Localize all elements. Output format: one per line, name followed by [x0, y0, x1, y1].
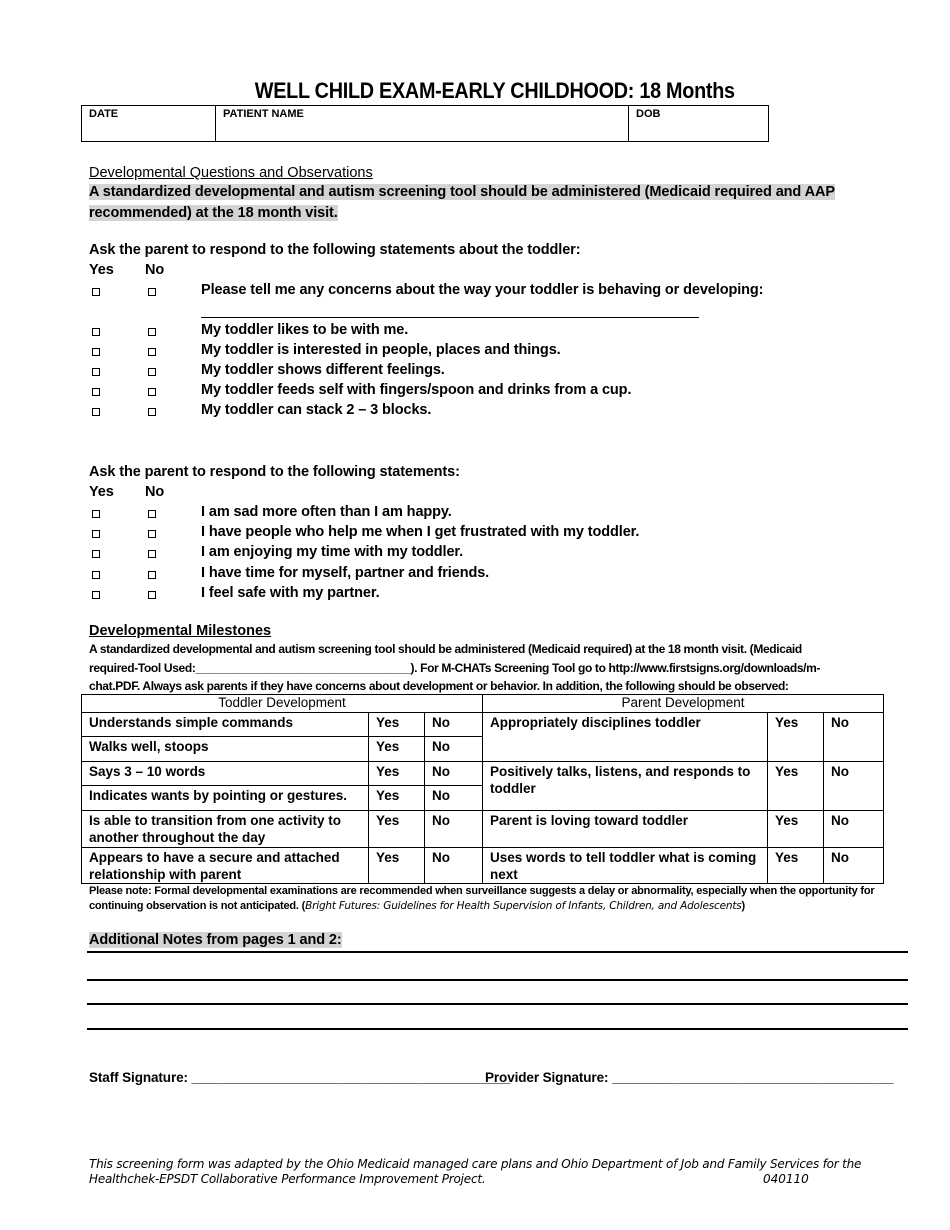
no-checkbox[interactable] [148, 571, 156, 579]
parent-milestone: Parent is loving toward toddler [483, 811, 768, 848]
yes-option[interactable]: Yes [768, 713, 824, 762]
date-field[interactable] [81, 105, 216, 142]
toddler-item: My toddler shows different feelings. [201, 362, 445, 378]
no-checkbox[interactable] [148, 288, 156, 296]
toddler-prompt: Ask the parent to respond to the following statements about the toddler: [89, 242, 581, 258]
no-option[interactable]: No [824, 848, 884, 884]
patient-name-label: PATIENT NAME [223, 108, 304, 120]
notes-line[interactable] [87, 951, 908, 953]
note-close: ) [741, 900, 745, 912]
no-checkbox[interactable] [148, 530, 156, 538]
toddler-no-header: No [145, 262, 165, 278]
screening-notice-text2: recommended) at the 18 month visit. [89, 205, 338, 221]
no-option[interactable]: No [425, 713, 483, 737]
parent-milestone: Appropriately disciplines toddler [483, 713, 768, 762]
dob-label: DOB [636, 108, 661, 120]
notes-line[interactable] [87, 1003, 908, 1005]
yes-checkbox[interactable] [92, 368, 100, 376]
no-checkbox[interactable] [148, 348, 156, 356]
yes-checkbox[interactable] [92, 510, 100, 518]
screening-notice-line1 [89, 184, 835, 200]
footer-line1: This screening form was adapted by the Ohio Medicaid managed care plans and Ohio Department of Job and Family Services for the [89, 1157, 862, 1171]
developmental-heading: Developmental Questions and Observations [89, 165, 373, 181]
toddler-item: My toddler feeds self with fingers/spoon and drinks from a cup. [201, 382, 632, 398]
toddler-item: My toddler can stack 2 – 3 blocks. [201, 402, 432, 418]
yes-option[interactable]: Yes [768, 811, 824, 848]
yes-checkbox[interactable] [92, 288, 100, 296]
no-option[interactable]: No [824, 713, 884, 762]
toddler-yes-header: Yes [89, 262, 114, 278]
staff-signature-field[interactable]: Staff Signature: ___________________________________________ [89, 1070, 511, 1085]
milestones-intro-line2: required-Tool Used:__________________________________). For M-CHATs Screening Tool go to http://www.firstsigns.org/downloads/m- [89, 661, 821, 675]
yes-checkbox[interactable] [92, 591, 100, 599]
parent-item: I am sad more often than I am happy. [201, 504, 452, 520]
yes-option[interactable]: Yes [768, 762, 824, 811]
parent-item: I have time for myself, partner and friends. [201, 565, 490, 581]
yes-checkbox[interactable] [92, 408, 100, 416]
milestones-table [81, 694, 884, 884]
formal-exam-note [89, 884, 909, 914]
parent-prompt: Ask the parent to respond to the following statements: [89, 464, 460, 480]
milestones-heading: Developmental Milestones [89, 623, 272, 639]
yes-option[interactable]: Yes [369, 762, 425, 786]
concerns-answer-line[interactable] [201, 317, 699, 318]
no-option[interactable]: No [425, 737, 483, 762]
toddler-item: My toddler likes to be with me. [201, 322, 409, 338]
yes-option[interactable]: Yes [369, 786, 425, 811]
screening-notice-text1: A standardized developmental and autism screening tool should be administered (Medicaid required and AAP [89, 184, 835, 200]
yes-checkbox[interactable] [92, 388, 100, 396]
screening-notice-line2 [89, 205, 338, 221]
no-option[interactable]: No [425, 811, 483, 848]
notes-line[interactable] [87, 979, 908, 981]
no-option[interactable]: No [425, 848, 483, 884]
notes-heading-wrap [89, 932, 342, 948]
yes-option[interactable]: Yes [369, 737, 425, 762]
yes-option[interactable]: Yes [369, 713, 425, 737]
toddler-development-header: Toddler Development [82, 695, 483, 713]
no-option[interactable]: No [824, 762, 884, 811]
no-checkbox[interactable] [148, 368, 156, 376]
parent-development-header: Parent Development [483, 695, 884, 713]
notes-heading: Additional Notes from pages 1 and 2: [89, 932, 342, 948]
toddler-milestone: Indicates wants by pointing or gestures. [82, 786, 369, 811]
bright-futures-citation: Bright Futures: Guidelines for Health Supervision of Infants, Children, and Adolescents [305, 900, 742, 912]
toddler-milestone: Walks well, stoops [82, 737, 369, 762]
yes-checkbox[interactable] [92, 348, 100, 356]
yes-option[interactable]: Yes [369, 811, 425, 848]
parent-milestone: Uses words to tell toddler what is coming next [483, 848, 768, 884]
dob-field[interactable] [628, 105, 769, 142]
footer-line2: Healthchek-EPSDT Collaborative Performance Improvement Project. [89, 1172, 486, 1186]
milestones-intro-line1: A standardized developmental and autism screening tool should be administered (Medicaid required) at the 18 month visit. (Medicaid [89, 642, 802, 656]
form-code: 040110 [763, 1172, 809, 1186]
no-checkbox[interactable] [148, 510, 156, 518]
toddler-item: My toddler is interested in people, places and things. [201, 342, 561, 358]
toddler-item: Please tell me any concerns about the way your toddler is behaving or developing: [201, 282, 764, 298]
page-title: WELL CHILD EXAM-EARLY CHILDHOOD: 18 Months [254, 78, 735, 103]
no-checkbox[interactable] [148, 388, 156, 396]
parent-no-header: No [145, 484, 165, 500]
no-checkbox[interactable] [148, 591, 156, 599]
toddler-milestone: Understands simple commands [82, 713, 369, 737]
no-checkbox[interactable] [148, 550, 156, 558]
note-text: Please note: Formal developmental examinations are recommended when surveillance suggests a delay or abnormality, especially when the opportunity for continuing observation is not anticipated. ( [89, 885, 875, 912]
yes-checkbox[interactable] [92, 571, 100, 579]
yes-option[interactable]: Yes [369, 848, 425, 884]
patient-name-field[interactable] [215, 105, 629, 142]
yes-checkbox[interactable] [92, 328, 100, 336]
no-option[interactable]: No [824, 811, 884, 848]
milestones-intro-line3: chat.PDF. Always ask parents if they have concerns about development or behavior. In addition, the following should be observed: [89, 679, 789, 693]
no-checkbox[interactable] [148, 408, 156, 416]
yes-checkbox[interactable] [92, 550, 100, 558]
no-option[interactable]: No [425, 786, 483, 811]
toddler-milestone: Says 3 – 10 words [82, 762, 369, 786]
yes-checkbox[interactable] [92, 530, 100, 538]
date-label: DATE [89, 108, 119, 120]
no-checkbox[interactable] [148, 328, 156, 336]
provider-signature-field[interactable]: Provider Signature: ______________________________________ [485, 1070, 894, 1085]
parent-item: I am enjoying my time with my toddler. [201, 544, 464, 560]
toddler-milestone: Appears to have a secure and attached relationship with parent [82, 848, 369, 884]
toddler-milestone: Is able to transition from one activity to another throughout the day [82, 811, 369, 848]
yes-option[interactable]: Yes [768, 848, 824, 884]
notes-line[interactable] [87, 1028, 908, 1030]
parent-yes-header: Yes [89, 484, 114, 500]
parent-milestone: Positively talks, listens, and responds to toddler [483, 762, 768, 811]
parent-item: I feel safe with my partner. [201, 585, 380, 601]
no-option[interactable]: No [425, 762, 483, 786]
parent-item: I have people who help me when I get frustrated with my toddler. [201, 524, 640, 540]
